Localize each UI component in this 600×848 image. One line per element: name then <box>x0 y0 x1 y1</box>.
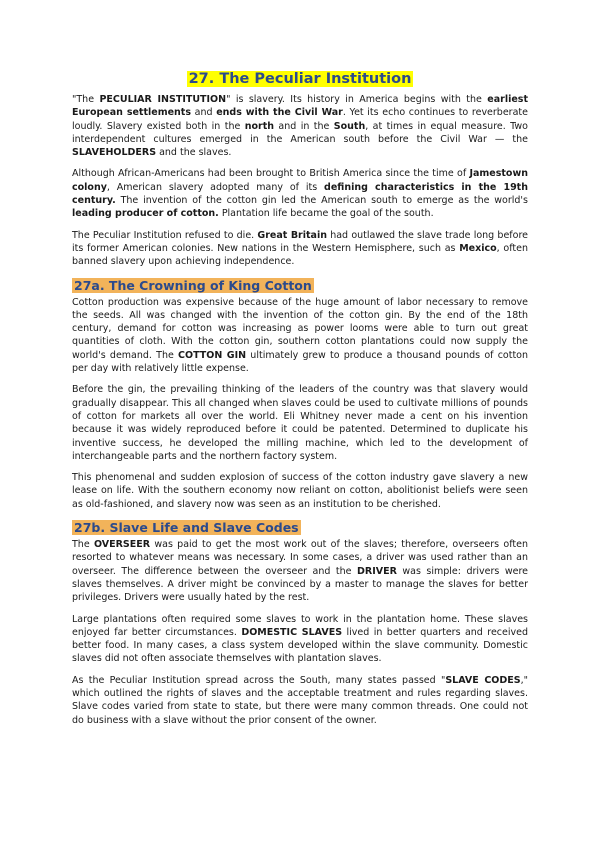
text-run: , often banned slavery upon achieving independence. <box>72 242 528 268</box>
text-run: ," which outlined the rights of slaves and the acceptable treatment and rules regarding slaves. Slave codes varied from state to state, but there were many common threads. One could not do business with a slave without the prior consent of the owner. <box>72 674 528 726</box>
text-run: and the slaves. <box>156 147 232 159</box>
text-run: . Yet its echo continues to reverberate loudly. Slavery existed both in the <box>72 107 528 132</box>
bold-term: ends with the Civil War <box>216 107 343 119</box>
text-run: was paid to get the most work out of the slaves; therefore, overseers often resorted to whatever means was necessary. In some cases, a driver was used rather than an overseer. The difference between the overseer and the <box>72 539 528 577</box>
paragraph <box>72 93 528 159</box>
section-heading: 27a. The Crowning of King Cotton <box>74 277 312 293</box>
bold-term: SLAVE CODES <box>445 674 521 686</box>
paragraph <box>72 167 528 220</box>
document-page <box>72 70 528 735</box>
bold-term: leading producer of cotton. <box>72 208 219 220</box>
bold-term: DOMESTIC SLAVES <box>241 626 343 638</box>
paragraph <box>72 383 528 463</box>
text-run: The Peculiar Institution refused to die. <box>72 229 258 241</box>
text-run: "The <box>72 94 100 105</box>
paragraph <box>72 229 528 269</box>
bold-term: COTTON GIN <box>178 349 247 361</box>
bold-term: Jamestown colony <box>72 168 528 193</box>
text-run: Plantation life became the goal of the south. <box>218 208 434 220</box>
bold-term: earliest European settlements <box>72 94 528 119</box>
section-slave-life <box>72 519 528 727</box>
bold-term: DRIVER <box>357 565 397 577</box>
text-run: ultimately grew to produce a thousand pounds of cotton per day with relatively little expense. <box>72 349 529 375</box>
section-heading: 27b. Slave Life and Slave Codes <box>74 520 299 536</box>
text-run: was simple: drivers were slaves themselves. A driver might be convinced by a master to manage the slaves for better privileges. Drivers were usually hated by the rest. <box>72 565 529 604</box>
bold-term: PECULIAR INSTITUTION <box>99 94 227 105</box>
text-run: " is slavery. Its history in America begins with the <box>226 94 488 105</box>
text-run: , at times in equal measure. Two interdependent cultures emerged in the American south before the Civil War — the <box>72 120 528 145</box>
bold-term: Great Britain <box>257 229 327 241</box>
text-run: Cotton production was expensive because of the huge amount of labor necessary to remove the seeds. All was changed with the invention of the cotton gin. By the end of the 18th century, demand for cotton was increasing as power looms were able to turn out great quantities of cloth. With the cotton gin, southern cotton plantations could now supply the world's demand. The <box>72 296 528 361</box>
bold-term: Mexico <box>459 242 497 254</box>
text-run: lived in better quarters and received better food. In many cases, a class system developed within the slave community. Domestic slaves did not often associate themselves with plantation slaves. <box>72 626 529 665</box>
section-king-cotton <box>72 277 528 511</box>
text-run: The <box>72 539 94 551</box>
text-run: and <box>191 107 217 119</box>
bold-term: South <box>333 120 366 132</box>
text-run: Large plantations often required some slaves to work in the plantation home. These slaves enjoyed far better circumstances. <box>72 613 528 638</box>
page-title: 27. The Peculiar Institution <box>188 71 412 87</box>
text-run: had outlawed the slave trade long before its former American colonies. New nations in the Western Hemisphere, such as <box>72 229 529 254</box>
paragraph <box>72 471 528 511</box>
bold-term: north <box>244 120 275 132</box>
text-run: and in the <box>274 120 334 132</box>
text-run: The invention of the cotton gin led the American south to emerge as the world's <box>115 195 528 207</box>
intro-section <box>72 93 528 269</box>
bold-term: SLAVEHOLDERS <box>72 147 157 159</box>
text-run: , American slavery adopted many of its <box>106 181 325 193</box>
paragraph <box>72 674 528 727</box>
text-run: As the Peculiar Institution spread across the South, many states passed " <box>72 674 446 686</box>
text-run: Although African-Americans had been brought to British America since the time of <box>72 168 470 180</box>
bold-term: defining characteristics in the 19th century. <box>72 181 528 207</box>
paragraph <box>72 296 528 376</box>
text-run: This phenomenal and sudden explosion of success of the cotton industry gave slavery a new lease on life. With the southern economy now reliant on cotton, abolitionist beliefs were seen as old-fashioned, and slavery now was seen as an institution to be cherished. <box>72 472 528 510</box>
bold-term: OVERSEER <box>93 539 151 551</box>
paragraph <box>72 538 528 604</box>
paragraph <box>72 613 528 666</box>
text-run: Before the gin, the prevailing thinking of the leaders of the country was that slavery would gradually disappear. This all changed when slaves could be used to cultivate millions of pounds of cotton for markets all over the world. Eli Whitney never made a cent on his invention because it was widely reproduced before it could be patented. Determined to duplicate his inventive success, he developed the milling machine, which led to the development of interchangeable parts and the northern factory system. <box>72 384 528 462</box>
